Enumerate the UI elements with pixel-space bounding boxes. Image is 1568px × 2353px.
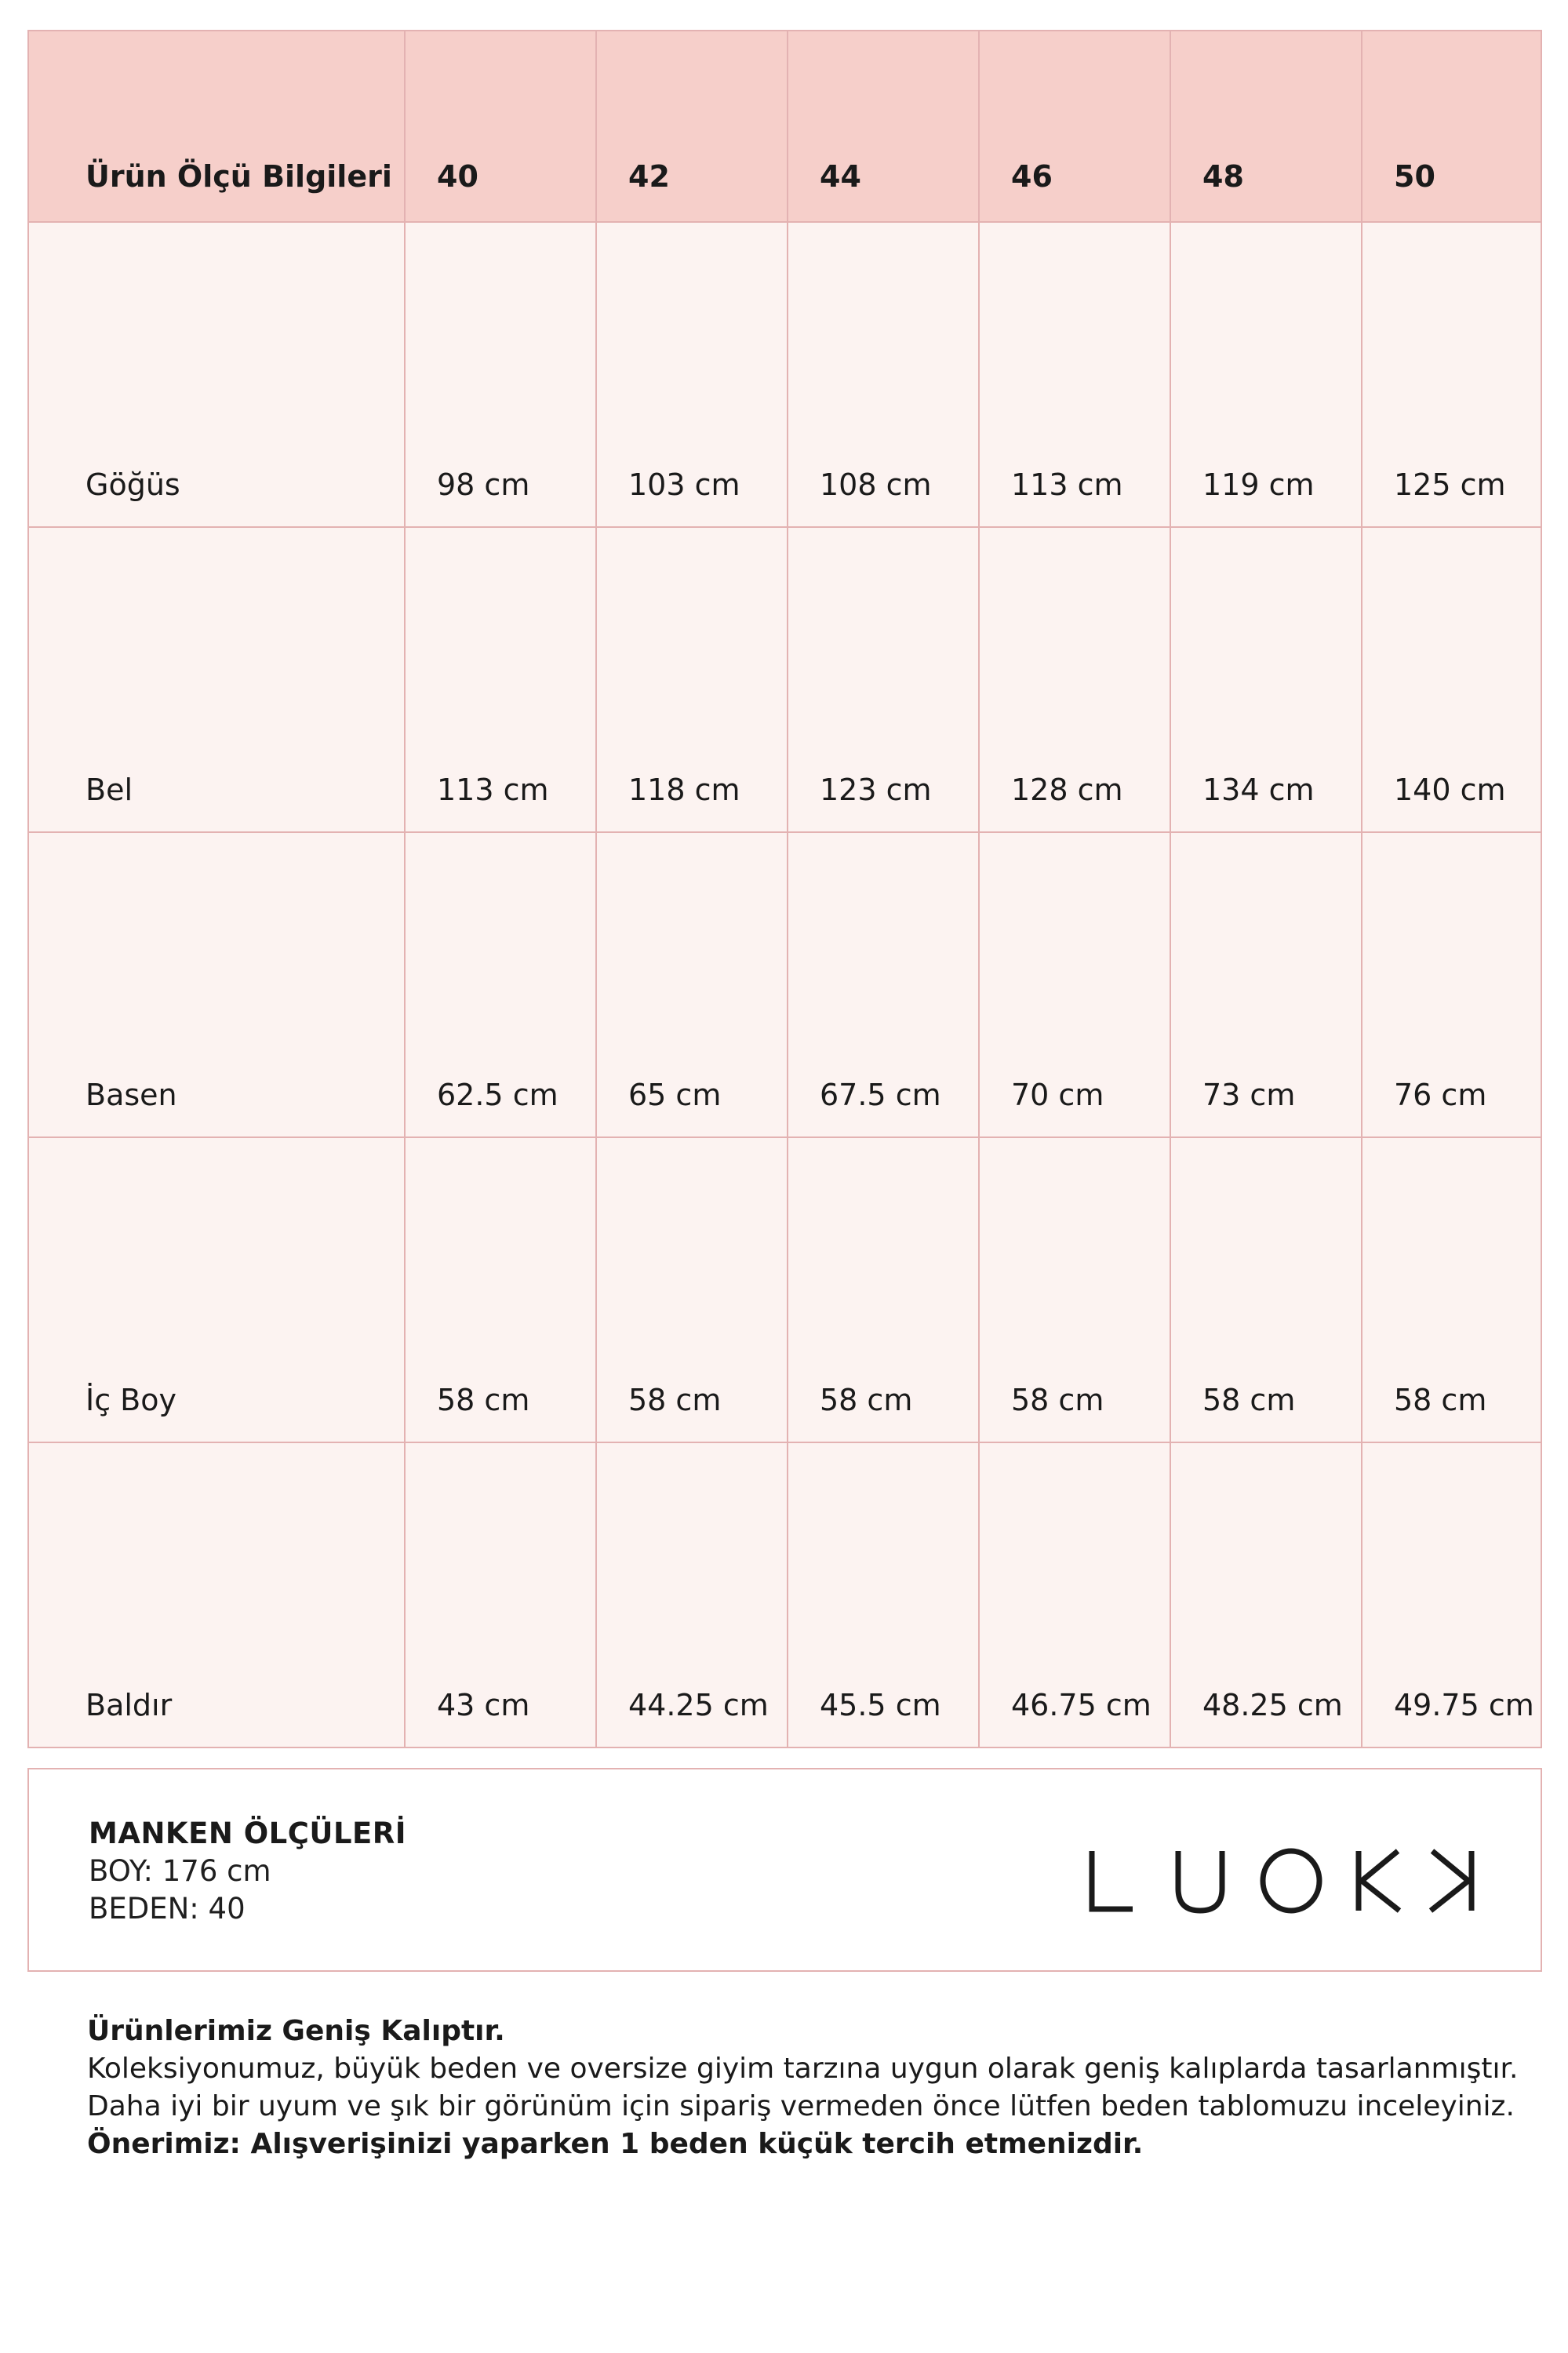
size-44: 44 <box>788 31 979 222</box>
size-header-row <box>28 31 1541 222</box>
model-measurements-panel <box>27 1768 1542 1972</box>
info-text-block <box>87 2013 1538 2163</box>
row-label: Baldır <box>28 1442 405 1747</box>
table-cell: 67.5 cm <box>788 832 979 1137</box>
table-cell: 73 cm <box>1170 832 1362 1137</box>
table-cell: 125 cm <box>1362 222 1541 527</box>
table-cell: 62.5 cm <box>405 832 596 1137</box>
table-cell: 48.25 cm <box>1170 1442 1362 1747</box>
table-cell: 113 cm <box>405 527 596 832</box>
table-cell: 70 cm <box>979 832 1170 1137</box>
table-cell: 118 cm <box>596 527 788 832</box>
size-48: 48 <box>1170 31 1362 222</box>
size-40: 40 <box>405 31 596 222</box>
table-cell: 45.5 cm <box>788 1442 979 1747</box>
table-row-bel <box>28 527 1541 832</box>
table-cell: 58 cm <box>788 1137 979 1442</box>
table-row-basen <box>28 832 1541 1137</box>
row-label: Bel <box>28 527 405 832</box>
table-row-gogus <box>28 222 1541 527</box>
table-cell: 46.75 cm <box>979 1442 1170 1747</box>
table-cell: 123 cm <box>788 527 979 832</box>
table-cell: 58 cm <box>596 1137 788 1442</box>
table-cell: 65 cm <box>596 832 788 1137</box>
luokk-wordmark-icon <box>1086 1848 1478 1914</box>
model-height: BOY: 176 cm <box>89 1854 271 1888</box>
table-cell: 44.25 cm <box>596 1442 788 1747</box>
info-line-2: Daha iyi bir uyum ve şık bir görünüm için sipariş vermeden önce lütfen beden tablomuzu inceleyiniz. <box>87 2090 1515 2122</box>
model-size: BEDEN: 40 <box>89 1892 246 1926</box>
table-cell: 58 cm <box>979 1137 1170 1442</box>
table-cell: 58 cm <box>1362 1137 1541 1442</box>
table-cell: 98 cm <box>405 222 596 527</box>
table-cell: 140 cm <box>1362 527 1541 832</box>
table-row-baldir <box>28 1442 1541 1747</box>
table-cell: 108 cm <box>788 222 979 527</box>
row-label: Göğüs <box>28 222 405 527</box>
table-cell: 58 cm <box>405 1137 596 1442</box>
size-50: 50 <box>1362 31 1541 222</box>
info-recommendation: Önerimiz: Alışverişinizi yaparken 1 beden küçük tercih etmenizdir. <box>87 2128 1144 2160</box>
size-46: 46 <box>979 31 1170 222</box>
luokk-logo <box>1086 1848 1478 1914</box>
table-cell: 49.75 cm <box>1362 1442 1541 1747</box>
header-label: Ürün Ölçü Bilgileri <box>28 31 405 222</box>
table-cell: 43 cm <box>405 1442 596 1747</box>
table-cell: 113 cm <box>979 222 1170 527</box>
table-cell: 103 cm <box>596 222 788 527</box>
size-42: 42 <box>596 31 788 222</box>
model-title: MANKEN ÖLÇÜLERİ <box>89 1817 407 1850</box>
table-cell: 134 cm <box>1170 527 1362 832</box>
row-label: Basen <box>28 832 405 1137</box>
table-cell: 119 cm <box>1170 222 1362 527</box>
table-cell: 128 cm <box>979 527 1170 832</box>
table-cell: 76 cm <box>1362 832 1541 1137</box>
table-cell: 58 cm <box>1170 1137 1362 1442</box>
info-heading: Ürünlerimiz Geniş Kalıptır. <box>87 2015 505 2047</box>
info-line-1: Koleksiyonumuz, büyük beden ve oversize giyim tarzına uygun olarak geniş kalıplarda tasarlanmıştır. <box>87 2053 1519 2085</box>
table-row-ic-boy <box>28 1137 1541 1442</box>
row-label: İç Boy <box>28 1137 405 1442</box>
size-chart-table <box>27 30 1542 1748</box>
